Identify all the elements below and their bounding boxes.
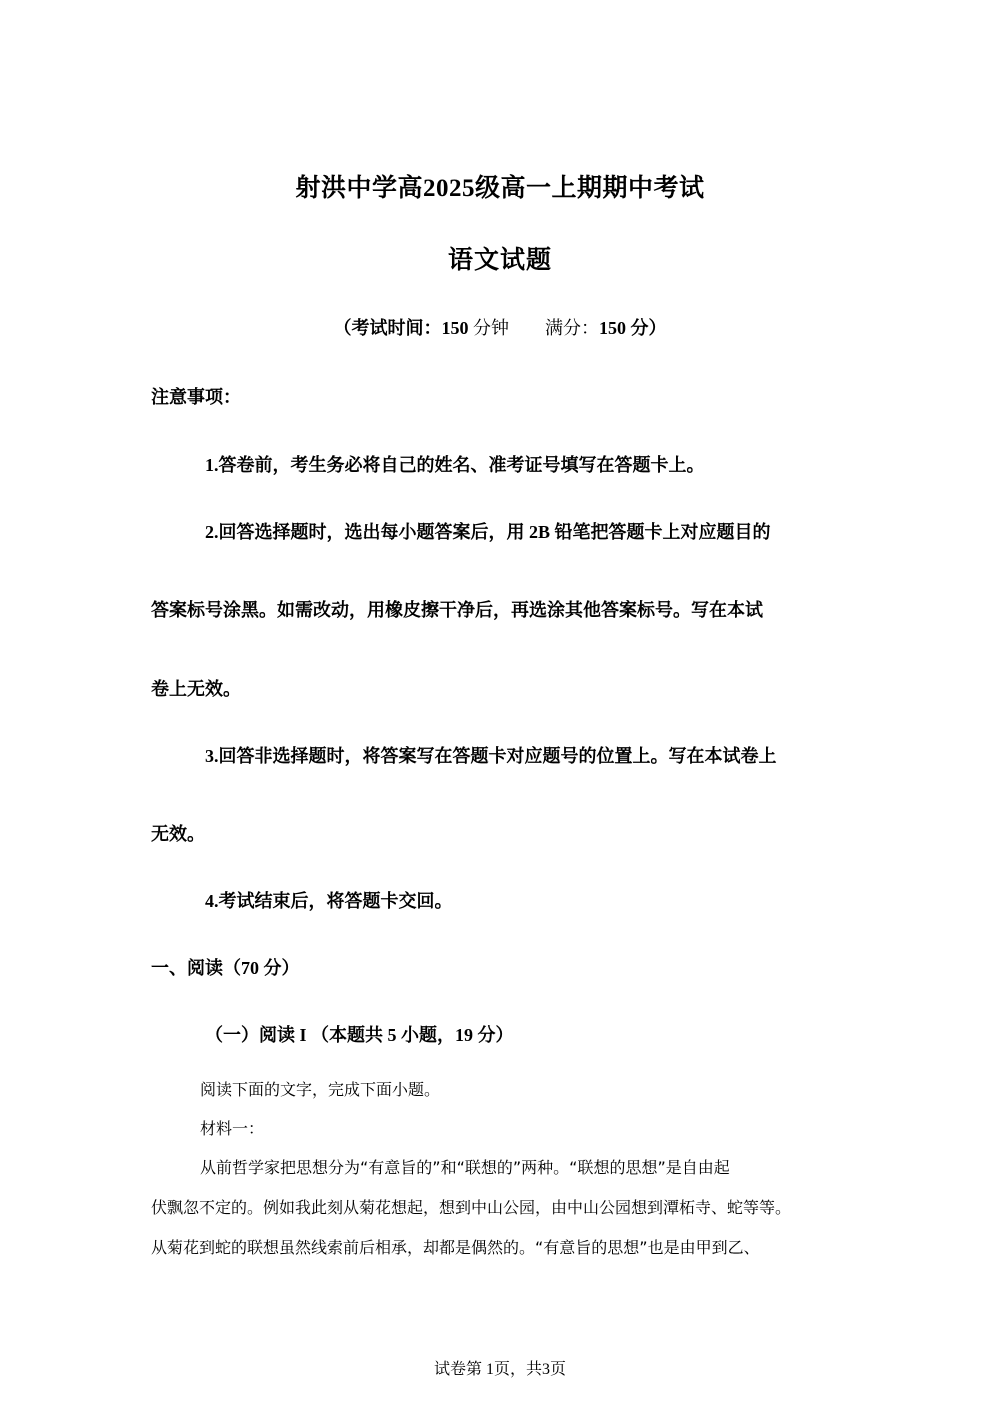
full-score-label: 满分： bbox=[545, 318, 599, 338]
notice-item-3-line-2: 无效。 bbox=[151, 824, 205, 844]
section-heading: 一、阅读（70 分） bbox=[151, 958, 300, 978]
notice-item-2-line-3: 卷上无效。 bbox=[151, 679, 241, 699]
material-label: 材料一： bbox=[200, 1119, 265, 1138]
notice-item-2-line-2: 答案标号涂黑。如需改动，用橡皮擦干净后，再选涂其他答案标号。写在本试 bbox=[151, 600, 763, 620]
passage-line-2: 伏飘忽不定的。例如我此刻从菊花想起，想到中山公园，由中山公园想到潭柘寺、蛇等等。 bbox=[151, 1198, 792, 1217]
reading-instruction: 阅读下面的文字，完成下面小题。 bbox=[200, 1080, 441, 1099]
page-footer: 试卷第 1页，共3页 bbox=[433, 1361, 566, 1378]
exam-time-label: （考试时间： bbox=[333, 318, 442, 338]
exam-subtitle: 语文试题 bbox=[447, 247, 552, 274]
notice-item-1: 1.答卷前，考生务必将自己的姓名、准考证号填写在答题卡上。 bbox=[205, 455, 705, 475]
notice-item-3-line-1: 3.回答非选择题时，将答案写在答题卡对应题号的位置上。写在本试卷上 bbox=[205, 746, 777, 766]
part-heading: （一）阅读 I （本题共 5 小题，19 分） bbox=[205, 1025, 514, 1045]
exam-time-unit: 分钟 bbox=[473, 318, 509, 338]
exam-info bbox=[0, 314, 1000, 340]
notice-item-2-line-1: 2.回答选择题时，选出每小题答案后，用 2B 铅笔把答题卡上对应题目的 bbox=[205, 522, 771, 542]
passage-line-3: 从菊花到蛇的联想虽然线索前后相承，却都是偶然的。“有意旨的思想”也是由甲到乙、 bbox=[151, 1238, 760, 1257]
exam-title: 射洪中学高2025级高一上期期中考试 bbox=[295, 175, 705, 202]
passage-line-1: 从前哲学家把思想分为“有意旨的”和“联想的”两种。“联想的思想”是自由起 bbox=[200, 1158, 730, 1177]
full-score-value: 150 分） bbox=[599, 318, 667, 338]
notice-heading: 注意事项： bbox=[151, 387, 241, 407]
notice-item-4: 4.考试结束后，将答题卡交回。 bbox=[205, 891, 453, 911]
exam-time-value: 150 bbox=[441, 318, 469, 338]
